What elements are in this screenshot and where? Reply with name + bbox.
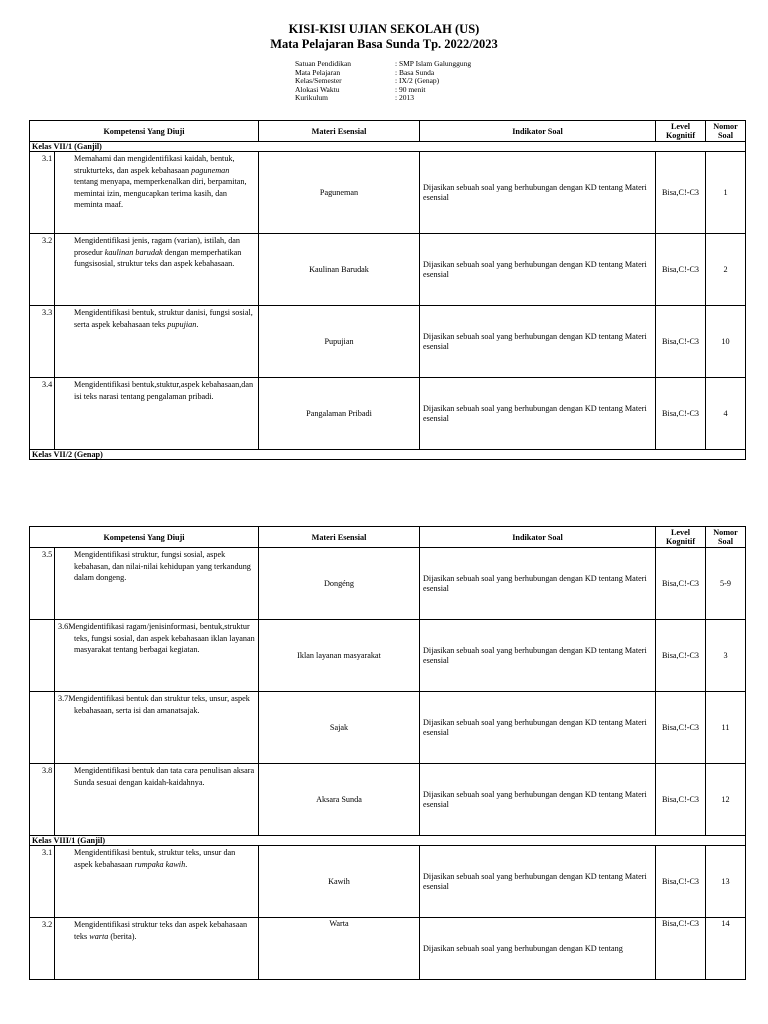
- info-key: Satuan Pendidikan: [295, 59, 352, 68]
- kd-text-post: .: [185, 859, 188, 869]
- table-row: [30, 234, 746, 306]
- table-row: [30, 306, 746, 378]
- kd-number: 3.2: [42, 920, 53, 929]
- table-row: [30, 846, 746, 918]
- kd-cell: [55, 620, 259, 692]
- info-value: : 2013: [395, 93, 414, 103]
- kd-number: 3.1: [42, 154, 53, 163]
- info-row: [295, 94, 471, 103]
- kd-italic: kaulinan barudak: [104, 247, 163, 257]
- header-materi: Materi Esensial: [259, 121, 420, 142]
- kd-text: Memahami dan mengidentifikasi kaidah, bentuk, strukturteks, dan aspek kebahasaan: [74, 154, 235, 175]
- indikator-cell: Dijasikan sebuah soal yang berhubungan dengan KD tentang Materi esensial: [420, 306, 656, 378]
- nomor-cell: 13: [706, 846, 746, 918]
- empty-cell: [30, 692, 55, 764]
- kd-text-post: tentang menyapa, memperkenalkan diri, berpamitan, memintai izin, mengucapkan terima kasih, dan meminta maaf.: [74, 177, 247, 209]
- kd-cell: [42, 918, 259, 980]
- header-kompetensi: Kompetensi Yang Diuji: [30, 527, 259, 548]
- level-cell: Bisa,C!-C3: [656, 234, 706, 306]
- materi-cell: Pupujian: [259, 306, 420, 378]
- info-key: Kelas/Semester: [295, 76, 342, 86]
- kd-text: Mengidentifikasi ragam/jenisinformasi, bentuk,struktur teks, fungsi sosial, dan aspek kebahasaan iklan layanan masyarakat tentang berbagai kegiatan.: [68, 622, 255, 654]
- kd-italic: rumpaka kawih: [134, 859, 186, 869]
- level-cell: Bisa,C!-C3: [656, 548, 706, 620]
- section-row: [30, 836, 746, 846]
- kd-text: Mengidentifikasi jenis, ragam (varian), istilah, dan prosedur: [74, 236, 241, 257]
- header-materi: Materi Esensial: [259, 527, 420, 548]
- kd-number: 3.1: [42, 848, 53, 857]
- table-header-row: [30, 121, 746, 142]
- nomor-cell: 11: [706, 692, 746, 764]
- table-row: [30, 548, 746, 620]
- info-value: : Basa Sunda: [395, 67, 435, 77]
- header-indikator: Indikator Soal: [420, 121, 656, 142]
- table-row: [30, 620, 746, 692]
- level-cell: Bisa,C!-C3: [656, 764, 706, 836]
- kd-cell: [42, 846, 259, 918]
- materi-cell: Kawih: [259, 846, 420, 918]
- kisi-kisi-table-1: [29, 120, 746, 460]
- nomor-cell: 2: [706, 234, 746, 306]
- table-row: [30, 692, 746, 764]
- kd-cell: [42, 548, 259, 620]
- kd-cell: [55, 692, 259, 764]
- nomor-cell: 14: [706, 918, 746, 980]
- materi-cell: Dongéng: [259, 548, 420, 620]
- info-value: : IX/2 (Genap): [395, 76, 440, 86]
- kd-text-post: .: [196, 319, 199, 329]
- level-cell: Bisa,C!-C3: [656, 620, 706, 692]
- kd-number: 3.7: [58, 694, 69, 703]
- kd-number: 3.5: [42, 550, 53, 559]
- kd-number: 3.4: [42, 380, 53, 389]
- kd-cell: [42, 378, 259, 450]
- nomor-cell: 10: [706, 306, 746, 378]
- header-level: Level Kognitif: [656, 527, 706, 548]
- kd-italic: pupujian: [167, 319, 197, 329]
- info-value: : SMP Islam Galunggung: [395, 59, 472, 68]
- kd-text: Mengidentifikasi bentuk, struktur teks, unsur dan aspek kebahasaan: [74, 848, 236, 869]
- indikator-cell: Dijasikan sebuah soal yang berhubungan dengan KD tentang: [420, 918, 656, 980]
- table-row: [30, 378, 746, 450]
- table-header-row: [30, 527, 746, 548]
- identity-block: [295, 60, 471, 103]
- header-level: Level Kognitif: [656, 121, 706, 142]
- materi-cell: Paguneman: [259, 152, 420, 234]
- info-key: Mata Pelajaran: [295, 67, 341, 77]
- table-row: [30, 918, 746, 980]
- kd-cell: [42, 152, 259, 234]
- nomor-cell: 12: [706, 764, 746, 836]
- indikator-cell: Dijasikan sebuah soal yang berhubungan dengan KD tentang Materi esensial: [420, 692, 656, 764]
- info-key: Kurikulum: [295, 93, 328, 103]
- kd-text-post: dengan memperhatikan fungsisosial, struktur teks dan aspek kebahasaan.: [74, 247, 242, 268]
- kisi-kisi-table-2: [29, 526, 746, 980]
- kd-number: 3.3: [42, 308, 53, 317]
- empty-cell: [30, 620, 55, 692]
- nomor-cell: 3: [706, 620, 746, 692]
- info-key: Alokasi Waktu: [295, 84, 340, 94]
- materi-cell: Warta: [259, 918, 420, 980]
- materi-cell: Sajak: [259, 692, 420, 764]
- kd-cell: [42, 306, 259, 378]
- level-cell: Bisa,C!-C3: [656, 306, 706, 378]
- table-row: [30, 152, 746, 234]
- section-row: [30, 142, 746, 152]
- materi-cell: Kaulinan Barudak: [259, 234, 420, 306]
- level-cell: Bisa,C!-C3: [656, 846, 706, 918]
- indikator-cell: Dijasikan sebuah soal yang berhubungan dengan KD tentang Materi esensial: [420, 620, 656, 692]
- indikator-cell: Dijasikan sebuah soal yang berhubungan dengan KD tentang Materi esensial: [420, 378, 656, 450]
- indikator-cell: Dijasikan sebuah soal yang berhubungan dengan KD tentang Materi esensial: [420, 764, 656, 836]
- section-label: Kelas VIII/1 (Ganjil): [30, 836, 746, 846]
- header-indikator: Indikator Soal: [420, 527, 656, 548]
- kd-text: Mengidentifikasi bentuk, struktur danisi, fungsi sosial, serta aspek kebahasaan teks: [74, 308, 253, 329]
- indikator-cell: Dijasikan sebuah soal yang berhubungan dengan KD tentang Materi esensial: [420, 548, 656, 620]
- kd-number: 3.6: [58, 622, 69, 631]
- header-nomor: Nomor Soal: [706, 121, 746, 142]
- kd-text: Mengidentifikasi bentuk dan struktur teks, unsur, aspek kebahasaan, serta isi dan amanatsajak.: [68, 694, 250, 715]
- kd-text-post: (berita).: [108, 931, 137, 941]
- kd-italic: warta: [89, 931, 109, 941]
- kd-text: Mengidentifikasi struktur, fungsi sosial, aspek kebahasan, dan nilai-nilai kehidupan yang terkandung dalam dongeng.: [74, 550, 251, 582]
- nomor-cell: 1: [706, 152, 746, 234]
- header-nomor: Nomor Soal: [706, 527, 746, 548]
- level-cell: Bisa,C!-C3: [656, 918, 706, 980]
- kd-number: 3.2: [42, 236, 53, 245]
- kd-text: Mengidentifikasi bentuk dan tata cara penulisan aksara Sunda sesuai dengan kaidah-kaidahnya.: [74, 766, 255, 787]
- document-title: KISI-KISI UJIAN SEKOLAH (US): [288, 22, 480, 36]
- level-cell: Bisa,C!-C3: [656, 152, 706, 234]
- kd-cell: [42, 764, 259, 836]
- materi-cell: Pangalaman Pribadi: [259, 378, 420, 450]
- level-cell: Bisa,C!-C3: [656, 692, 706, 764]
- kd-cell: [42, 234, 259, 306]
- table-row: [30, 764, 746, 836]
- kd-italic: paguneman: [191, 165, 230, 175]
- indikator-cell: Dijasikan sebuah soal yang berhubungan dengan KD tentang Materi esensial: [420, 234, 656, 306]
- kd-text: Mengidentifikasi bentuk,stuktur,aspek kebahasaan,dan isi teks narasi tentang pengalaman pribadi.: [74, 380, 254, 401]
- indikator-cell: Dijasikan sebuah soal yang berhubungan dengan KD tentang Materi esensial: [420, 846, 656, 918]
- materi-cell: Aksara Sunda: [259, 764, 420, 836]
- kd-text: Mengidentifikasi struktur teks dan aspek kebahasaan teks: [74, 920, 248, 941]
- document-subtitle: Mata Pelajaran Basa Sunda Tp. 2022/2023: [270, 37, 498, 51]
- section-label: Kelas VII/1 (Ganjil): [30, 142, 746, 152]
- level-cell: Bisa,C!-C3: [656, 378, 706, 450]
- materi-cell: Iklan layanan masyarakat: [259, 620, 420, 692]
- info-value: : 90 menit: [395, 84, 426, 94]
- header-kompetensi: Kompetensi Yang Diuji: [30, 121, 259, 142]
- section-label: Kelas VII/2 (Genap): [30, 450, 746, 460]
- indikator-cell: Dijasikan sebuah soal yang berhubungan dengan KD tentang Materi esensial: [420, 152, 656, 234]
- kd-number: 3.8: [42, 766, 53, 775]
- nomor-cell: 4: [706, 378, 746, 450]
- section-row: [30, 450, 746, 460]
- nomor-cell: 5-9: [706, 548, 746, 620]
